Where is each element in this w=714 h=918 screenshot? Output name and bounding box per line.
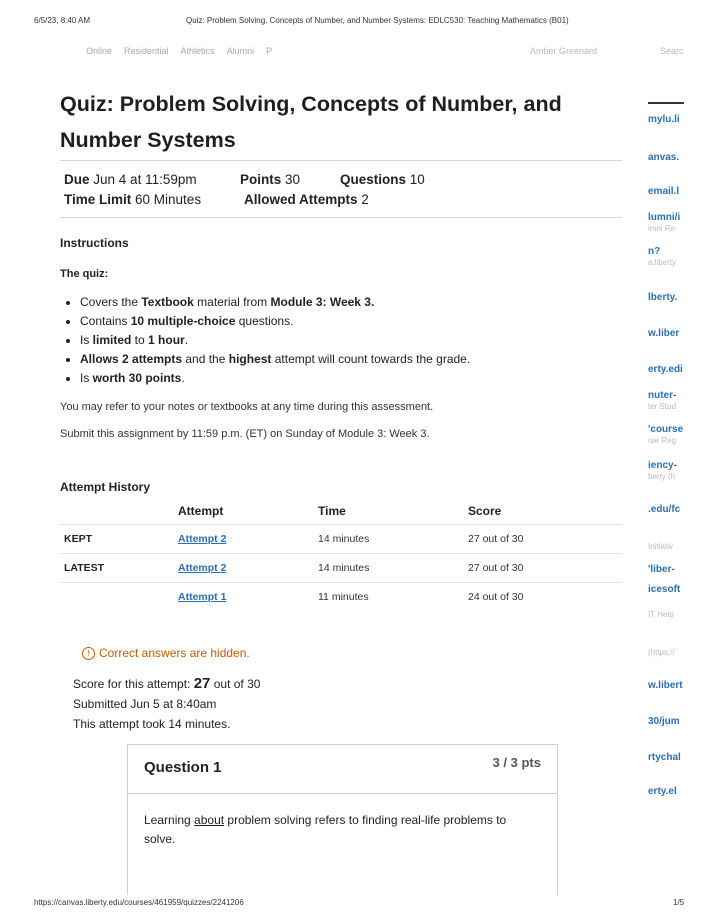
sidebar-link[interactable]: erty.el [648, 786, 677, 797]
score-line: Score for this attempt: 27 out of 30 [73, 675, 261, 692]
list-item: • Contains 10 multiple-choice questions. [80, 312, 620, 331]
instructions-list [60, 293, 620, 388]
due-info [64, 172, 197, 187]
sidebar-link[interactable]: w.liber [648, 328, 680, 339]
nav-residential[interactable]: Residential [124, 46, 169, 56]
attempt-link[interactable]: Attempt 2 [178, 533, 227, 545]
list-item: • Covers the Textbook material from Module 3: Week 3. [80, 293, 620, 312]
print-footer-url: https://canvas.liberty.edu/courses/461959/quizzes/2241206 [34, 898, 244, 907]
sidebar-link[interactable]: 'liber- [648, 564, 675, 575]
row-score: 24 out of 30 [468, 583, 622, 612]
attempts-info [244, 192, 369, 207]
row-score: 27 out of 30 [468, 525, 622, 554]
sidebar-link[interactable]: nuter- [648, 390, 677, 401]
instructions-intro: The quiz: [60, 268, 109, 280]
nav-athletics[interactable]: Athletics [180, 46, 215, 56]
questions-label: Questions [340, 172, 407, 187]
sidebar-links-lower [648, 640, 714, 800]
meta-divider [60, 217, 622, 218]
col-attempt: Attempt [178, 504, 224, 518]
nav-alumni[interactable]: Alumni [226, 46, 255, 56]
col-time: Time [318, 504, 346, 518]
attempt-link[interactable]: Attempt 2 [178, 562, 227, 574]
list-item: • Allows 2 attempts and the highest attempt will count towards the grade. [80, 350, 620, 369]
sidebar-note: rse Reg [648, 436, 677, 445]
sidebar-link[interactable]: anvas. [648, 152, 680, 163]
instructions-notes: You may refer to your notes or textbooks at any time during this assessment. [60, 401, 434, 413]
list-item: • Is worth 30 points. [80, 369, 620, 388]
row-tag [60, 583, 178, 612]
sidebar-note: IT Help [648, 610, 674, 619]
attempt-summary [73, 674, 260, 734]
time-limit-label: Time Limit [64, 192, 132, 207]
sidebar-note: Initiativ [648, 542, 673, 551]
sidebar-note: a.liberty [648, 258, 677, 267]
question-points: 3 / 3 pts [492, 755, 541, 770]
question-text: Learning about problem solving refers to finding real-life problems to solve. [144, 813, 507, 846]
time-limit-info [64, 192, 201, 207]
sidebar-link[interactable]: lumni/i [648, 212, 681, 223]
print-page-number: 1/5 [673, 898, 685, 907]
sidebar-note: (https:// [648, 648, 675, 657]
nav-user-name[interactable]: Amber Greenard [530, 46, 598, 56]
question-card [127, 744, 558, 895]
top-nav [86, 46, 272, 56]
attempt-link[interactable]: Attempt 1 [178, 591, 227, 603]
submitted-line: Submitted Jun 5 at 8:40am [73, 697, 217, 711]
points-label: Points [240, 172, 282, 187]
question-title: Question 1 [144, 759, 222, 776]
list-item: • Is limited to 1 hour. [80, 331, 620, 350]
sidebar-link[interactable]: 30/jum [648, 716, 680, 727]
attempts-label: Allowed Attempts [244, 192, 358, 207]
attempts-value: 2 [361, 192, 369, 207]
row-time: 14 minutes [318, 554, 468, 583]
table-row [60, 525, 622, 554]
answers-hidden-text: Correct answers are hidden. [99, 646, 250, 660]
attempt-history-heading: Attempt History [60, 480, 151, 494]
sidebar-link[interactable]: email.l [648, 186, 680, 197]
sidebar-link[interactable]: icesoft [648, 584, 681, 595]
attempt-history-table [60, 498, 622, 611]
print-doc-title: Quiz: Problem Solving, Concepts of Number, and Number Systems: EDLC530: Teaching Mathematics (B01) [186, 16, 569, 25]
nav-online[interactable]: Online [86, 46, 113, 56]
nav-more[interactable]: P [266, 46, 273, 56]
questions-info [340, 172, 425, 187]
sidebar-links [648, 96, 714, 636]
info-icon: ! [82, 647, 95, 660]
sidebar-link[interactable]: .edu/fc [648, 504, 681, 515]
row-score: 27 out of 30 [468, 554, 622, 583]
sidebar-link[interactable]: w.libert [648, 680, 683, 691]
row-tag: KEPT [60, 525, 178, 554]
attempt-score: 27 [193, 675, 211, 692]
title-divider [60, 160, 622, 161]
sidebar-link[interactable]: n? [648, 246, 661, 257]
question-header [128, 745, 557, 794]
row-time: 11 minutes [318, 583, 468, 612]
duration-line: This attempt took 14 minutes. [73, 717, 231, 731]
sidebar-link[interactable]: erty.edi [648, 364, 683, 375]
sidebar-note: ter Stud [648, 402, 677, 411]
sidebar-note: imni Re [648, 224, 676, 233]
points-value: 30 [285, 172, 301, 187]
due-label: Due [64, 172, 90, 187]
points-info [240, 172, 300, 187]
instructions-heading: Instructions [60, 236, 129, 250]
table-row [60, 583, 622, 612]
table-row [60, 554, 622, 583]
quiz-title: Quiz: Problem Solving, Concepts of Number, and Number Systems [60, 92, 562, 152]
row-tag: LATEST [60, 554, 178, 583]
sidebar-link[interactable]: rtychal [648, 752, 681, 763]
col-score: Score [468, 504, 502, 518]
table-header-row [60, 498, 622, 525]
due-value: Jun 4 at 11:59pm [93, 172, 197, 187]
instructions-deadline: Submit this assignment by 11:59 p.m. (ET) on Sunday of Module 3: Week 3. [60, 428, 430, 440]
sidebar-link[interactable]: 'course [648, 424, 684, 435]
sidebar-link[interactable]: iency- [648, 460, 677, 471]
nav-search[interactable]: Searc [660, 46, 684, 56]
print-datetime: 6/5/23, 8:40 AM [34, 16, 91, 25]
sidebar-note: berty (h [648, 472, 676, 481]
questions-value: 10 [409, 172, 425, 187]
sidebar-link[interactable]: mylu.li [648, 114, 680, 125]
answers-hidden-notice [82, 646, 250, 660]
row-time: 14 minutes [318, 525, 468, 554]
sidebar-link[interactable]: lberty. [648, 292, 678, 303]
time-limit-value: 60 Minutes [135, 192, 202, 207]
